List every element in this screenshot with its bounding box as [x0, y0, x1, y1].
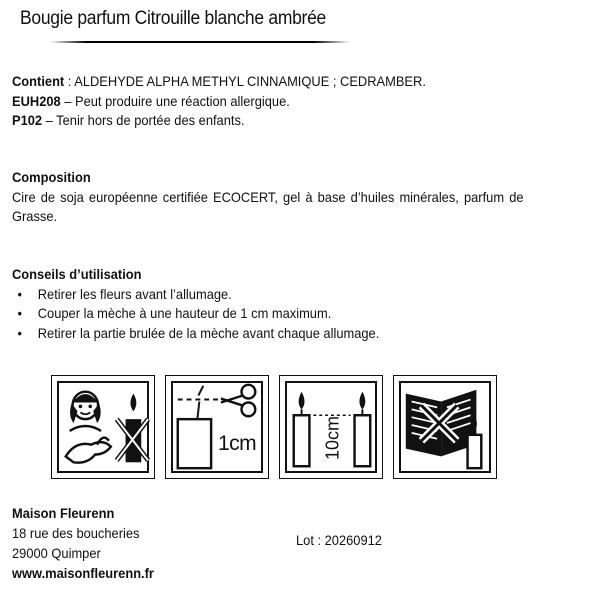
- spacing-label: 10cm: [322, 415, 343, 461]
- euh-text: – Peut produire une réaction allergique.: [60, 92, 290, 109]
- product-title: Bougie parfum Citrouille blanche ambrée: [20, 8, 327, 29]
- lot-number: Lot : 20260912: [296, 532, 382, 548]
- composition-block: [12, 168, 524, 227]
- contient-label: Contient: [12, 73, 65, 89]
- company-website[interactable]: www.maisonfleurenn.fr: [12, 565, 154, 581]
- company-name: Maison Fleurenn: [12, 505, 115, 521]
- list-item: • Retirer les fleurs avant l’allumage.: [12, 285, 524, 305]
- company-street: 18 rue des boucheries: [12, 525, 140, 541]
- list-item: • Retirer la partie brulée de la mèche avant chaque allumage.: [12, 324, 524, 344]
- conseils-heading: Conseils d’utilisation: [12, 266, 142, 282]
- contient-text: : ALDEHYDE ALPHA METHYL CINNAMIQUE ; CEDRAMBER.: [64, 73, 426, 89]
- p102-text: – Tenir hors de portée des enfants.: [42, 112, 245, 128]
- candle-spacing-icon: [279, 375, 383, 479]
- p102-line: [12, 111, 524, 131]
- title-divider: [50, 41, 350, 43]
- euh-label: EUH208: [12, 92, 61, 109]
- conseils-list: [12, 285, 524, 344]
- trim-wick-scissors-icon: [165, 375, 269, 479]
- warnings-block: [12, 72, 524, 131]
- wick-length-label: 1cm: [218, 432, 257, 455]
- euh-line: [12, 92, 524, 112]
- conseils-block: [12, 265, 524, 343]
- child-pet-candle-forbidden-icon: [51, 375, 155, 479]
- contient-line: [12, 72, 524, 92]
- company-city: 29000 Quimper: [12, 545, 101, 561]
- no-flammable-objects-icon: [393, 375, 497, 479]
- list-item: • Couper la mèche à une hauteur de 1 cm maximum.: [12, 304, 524, 324]
- p102-label: P102: [12, 112, 43, 128]
- composition-heading: Composition: [12, 169, 91, 185]
- composition-text: Cire de soja européenne certifiée ECOCERT, gel à base d’huiles minérales, parfum de Grasse.: [12, 188, 524, 224]
